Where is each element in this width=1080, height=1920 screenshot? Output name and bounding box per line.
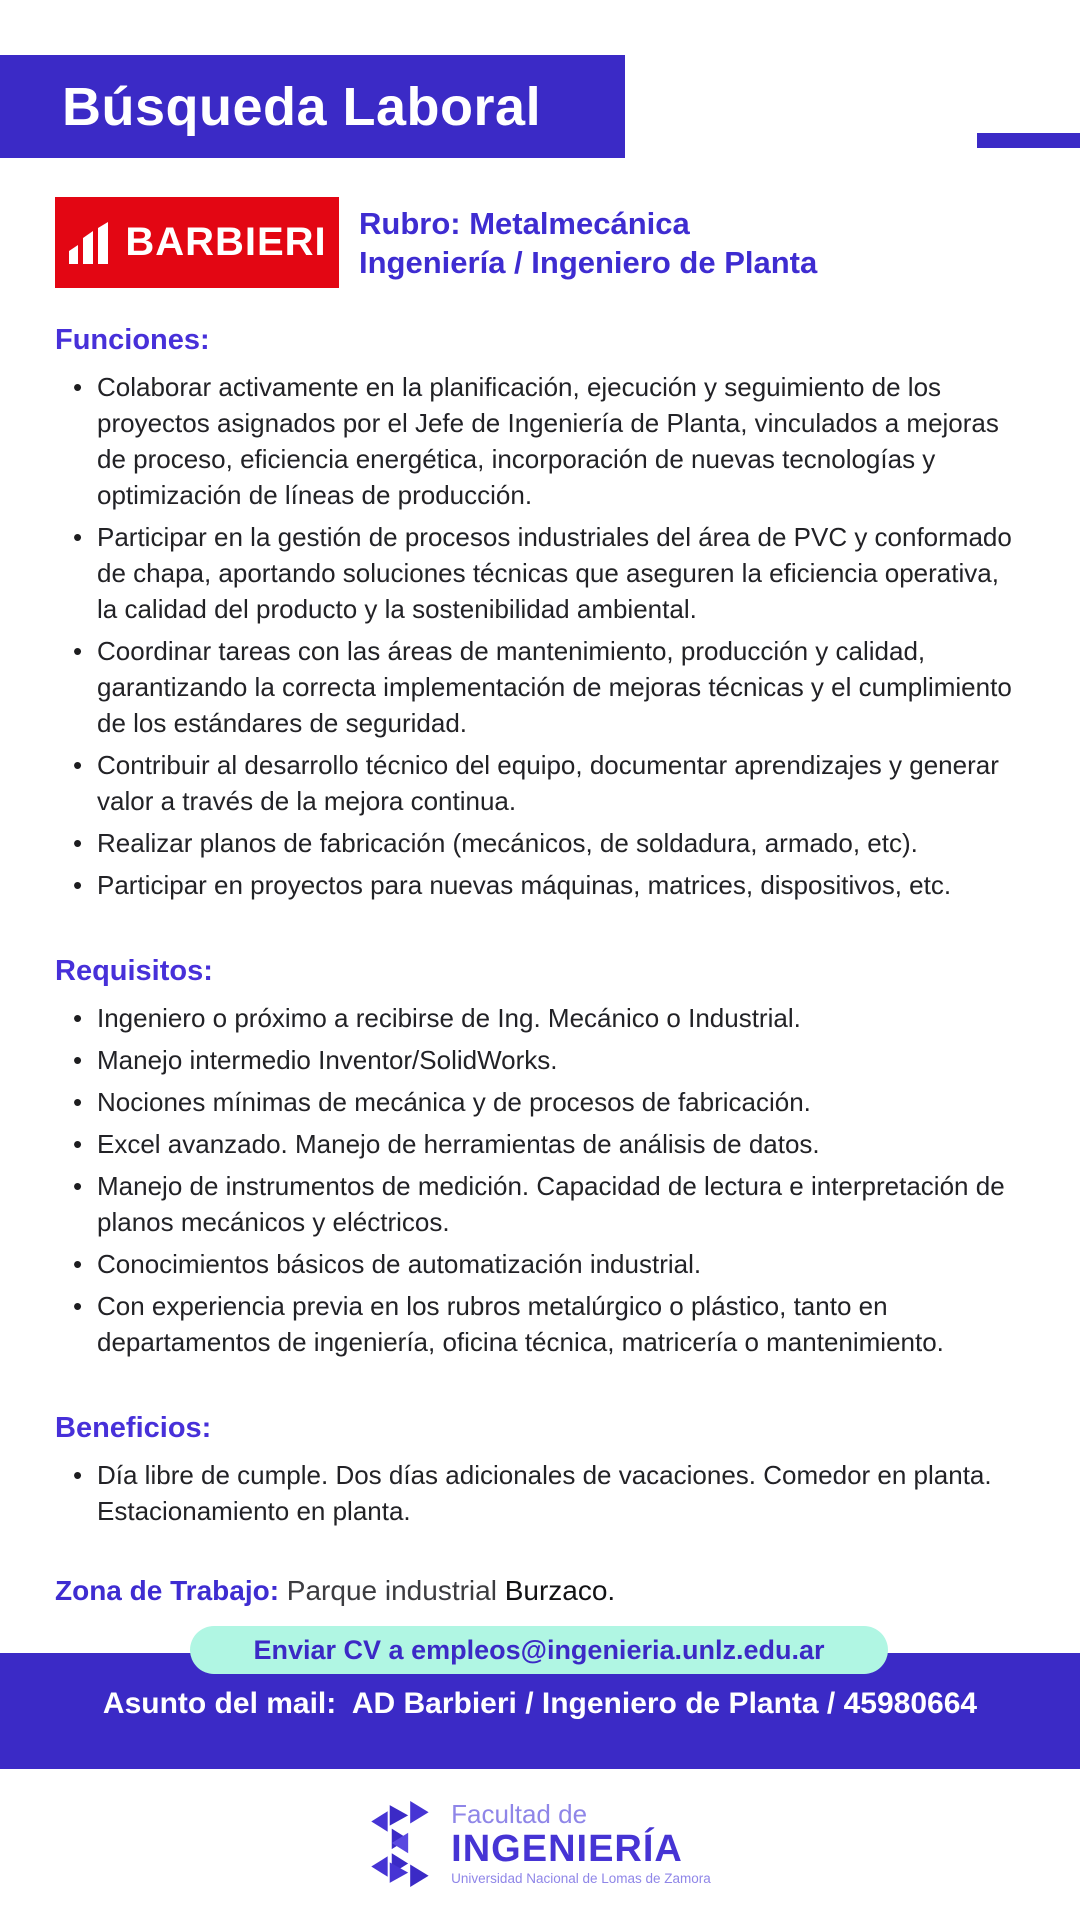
header-accent-bar — [977, 133, 1080, 148]
list-item: • Día libre de cumple. Dos días adicionales de vacaciones. Comedor en planta. Estacionamiento en planta. — [97, 1457, 1025, 1529]
send-cv-text: Enviar CV a empleos@ingenieria.unlz.edu.ar — [253, 1634, 825, 1665]
section-title-funciones: Funciones: — [55, 324, 210, 356]
page-title: Búsqueda Laboral — [62, 76, 542, 137]
list-item: • Realizar planos de fabricación (mecánicos, de soldadura, armado, etc). — [97, 825, 1025, 861]
company-row — [55, 197, 1025, 288]
job-position: Ingeniería / Ingeniero de Planta — [359, 244, 818, 280]
list-item: • Manejo de instrumentos de medición. Capacidad de lectura e interpretación de planos mecánicos y eléctricos. — [97, 1168, 1025, 1240]
mail-subject-text: Asunto del mail: AD Barbieri / Ingeniero de Planta / 45980664 — [102, 1687, 978, 1720]
section-title-requisitos: Requisitos: — [55, 955, 213, 987]
uni-logo-text — [451, 1800, 711, 1888]
list-item: • Excel avanzado. Manejo de herramientas de análisis de datos. — [97, 1126, 1025, 1162]
list-item: • Coordinar tareas con las áreas de mantenimiento, producción y calidad, garantizando la correcta implementación de mejoras técnicas y el cumplimiento de los estándares de seguridad. — [97, 633, 1025, 741]
header-banner — [0, 55, 625, 158]
list-item: • Contribuir al desarrollo técnico del equipo, documentar aprendizajes y generar valor a través de la mejora continua. — [97, 747, 1025, 819]
barbieri-bars-icon — [67, 220, 113, 266]
funciones-list — [55, 369, 1025, 903]
uni-logo-line3: Universidad Nacional de Lomas de Zamora — [451, 1871, 711, 1886]
list-item: • Ingeniero o próximo a recibirse de Ing. Mecánico o Industrial. — [97, 1000, 1025, 1036]
job-rubro: Rubro: Metalmecánica — [359, 205, 690, 241]
zona-label: Zona de Trabajo: — [55, 1575, 280, 1606]
list-item: • Nociones mínimas de mecánica y de procesos de fabricación. — [97, 1084, 1025, 1120]
list-item: • Con experiencia previa en los rubros metalúrgico o plástico, tanto en departamentos de ingeniería, oficina técnica, matricería o mantenimiento. — [97, 1288, 1025, 1360]
send-cv-pill[interactable] — [190, 1626, 888, 1674]
list-item: • Manejo intermedio Inventor/SolidWorks. — [97, 1042, 1025, 1078]
ingenieria-triangles-icon — [369, 1801, 435, 1887]
uni-logo-line2: INGENIERÍA — [451, 1828, 683, 1870]
list-item: • Participar en la gestión de procesos industriales del área de PVC y conformado de chapa, aportando soluciones técnicas que aseguren la eficiencia operativa, la calidad del producto y la sostenibilidad ambiental. — [97, 519, 1025, 627]
main-content — [55, 197, 1025, 1607]
zona-de-trabajo — [55, 1575, 1025, 1607]
barbieri-logo-text: BARBIERI — [125, 220, 327, 264]
beneficios-list — [55, 1457, 1025, 1529]
list-item: • Conocimientos básicos de automatización industrial. — [97, 1246, 1025, 1282]
job-title-block — [359, 204, 817, 282]
list-item: • Participar en proyectos para nuevas máquinas, matrices, dispositivos, etc. — [97, 867, 1025, 903]
list-item: • Colaborar activamente en la planificación, ejecución y seguimiento de los proyectos asignados por el Jefe de Ingeniería de Planta, vinculados a mejoras de proceso, eficiencia energética, incorporación de nuevas tecnologías y optimización de líneas de producción. — [97, 369, 1025, 513]
zona-value: Parque industrial — [279, 1575, 505, 1606]
zona-city: Burzaco. — [504, 1575, 616, 1606]
facultad-ingenieria-logo — [0, 1800, 1080, 1888]
uni-logo-line1: Facultad de — [451, 1799, 588, 1829]
barbieri-logo — [55, 197, 339, 288]
section-title-beneficios: Beneficios: — [55, 1412, 212, 1444]
requisitos-list — [55, 1000, 1025, 1360]
